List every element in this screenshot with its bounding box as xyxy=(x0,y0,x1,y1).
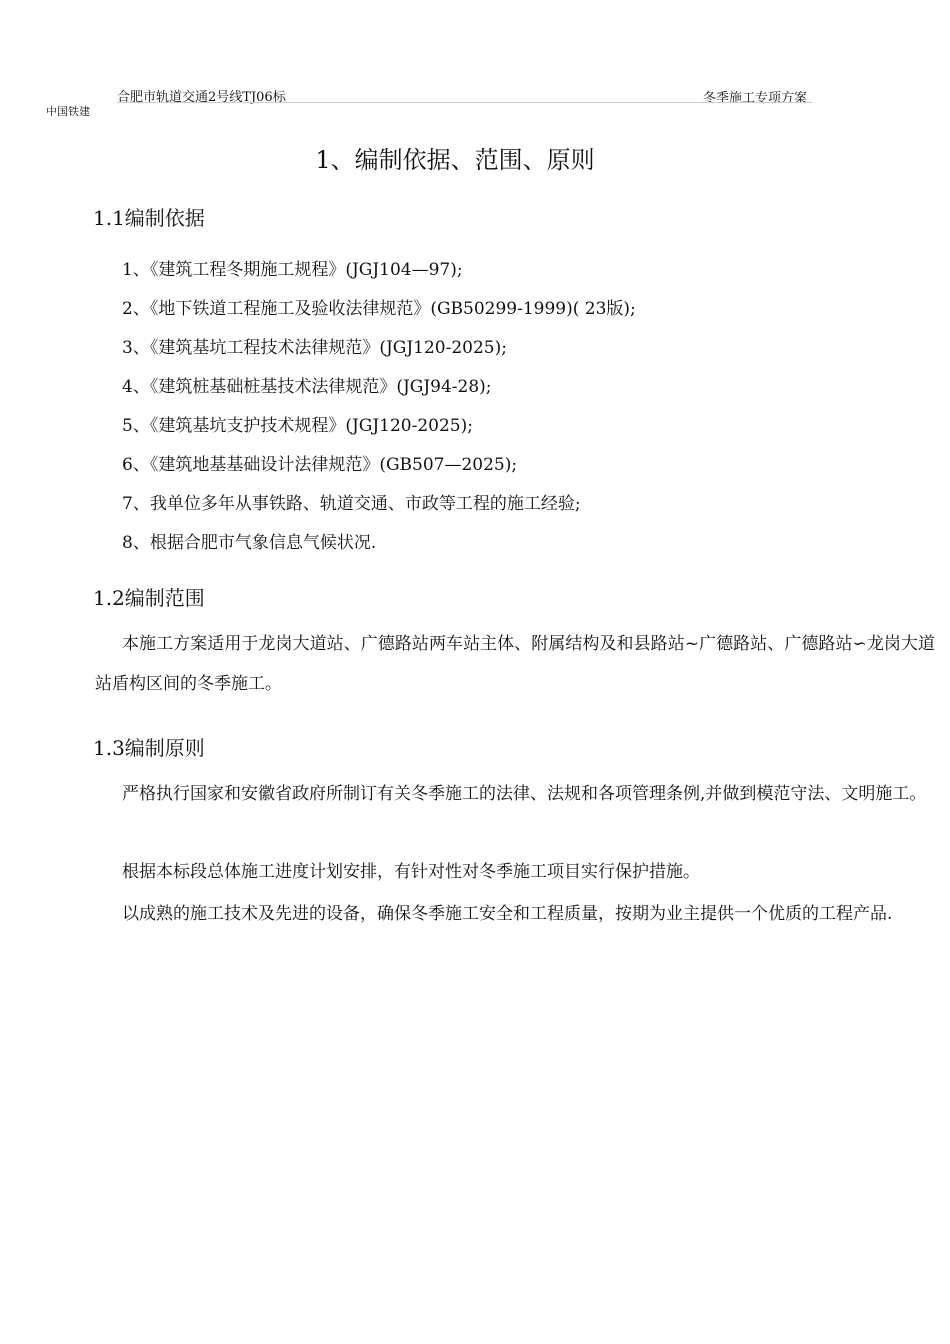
basis-item: 6、《建筑地基基础设计法律规范》(GB507—2025); xyxy=(122,455,518,475)
page-title: 1、编制依据、范围、原则 xyxy=(315,146,595,174)
principles-paragraph-1: 严格执行国家和安徽省政府所制订有关冬季施工的法律、法规和各项管理条例,并做到模范守法、文明施工。 xyxy=(122,784,927,804)
principles-paragraph-3: 以成熟的施工技术及先进的设备，确保冬季施工安全和工程质量，按期为业主提供一个优质的工程产品. xyxy=(122,904,893,924)
basis-item: 3、《建筑基坑工程技术法律规范》(JGJ120-2025); xyxy=(122,338,507,358)
header-doc-type: 冬季施工专项方案 xyxy=(703,91,808,106)
basis-item: 7、我单位多年从事铁路、轨道交通、市政等工程的施工经验; xyxy=(122,494,581,514)
basis-item: 8、根据合肥市气象信息气候状况. xyxy=(122,533,377,553)
scope-paragraph: 本施工方案适用于龙岗大道站、广德路站两车站主体、附属结构及和县路站~广德路站、广德路站∽龙岗大道站盾构区间的冬季施工。 xyxy=(95,634,935,694)
section-heading-basis: 1.1编制依据 xyxy=(93,206,205,230)
header-company: 中国铁建 xyxy=(46,105,90,118)
principles-paragraph-2: 根据本标段总体施工进度计划安排，有针对性对冬季施工项目实行保护措施。 xyxy=(122,862,700,882)
section-heading-scope: 1.2编制范围 xyxy=(93,586,205,610)
basis-item: 1、《建筑工程冬期施工规程》(JGJ104—97); xyxy=(122,260,463,280)
header-project: 合肥市轨道交通2号线TJ06标 xyxy=(117,90,286,105)
basis-item: 5、《建筑基坑支护技术规程》(JGJ120-2025); xyxy=(122,416,473,436)
section-heading-principles: 1.3编制原则 xyxy=(93,736,205,760)
basis-item: 2、《地下铁道工程施工及验收法律规范》(GB50299-1999)( 23版); xyxy=(122,299,636,319)
basis-item: 4、《建筑桩基础桩基技术法律规范》(JGJ94-28); xyxy=(122,377,492,397)
header-divider xyxy=(117,102,812,103)
